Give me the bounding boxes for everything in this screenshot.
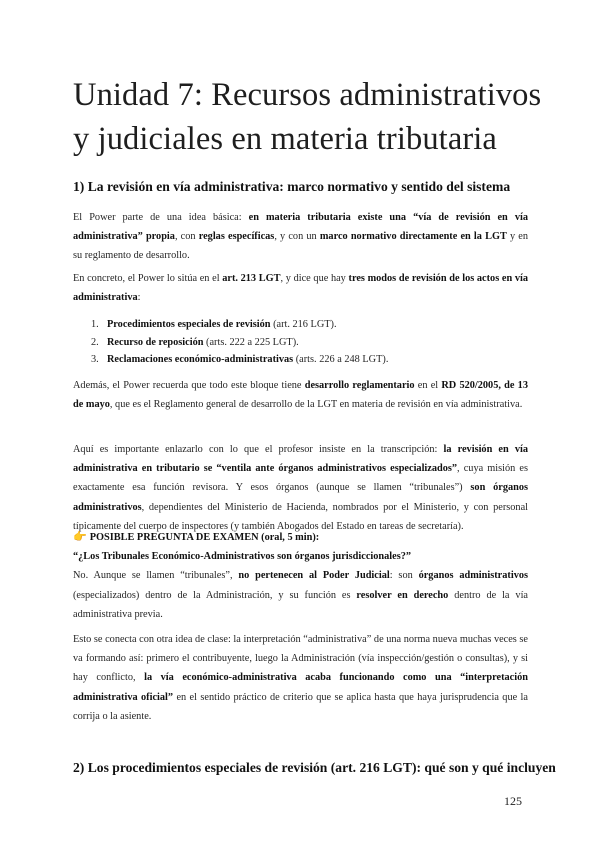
list-number: 2. xyxy=(91,336,99,348)
bold-text: Procedimientos especiales de revisión xyxy=(107,319,271,330)
bold-text: la vía económico-administrativa acaba funcionando como una “interpretación administrativa oficial” xyxy=(73,672,528,703)
text: , y con un xyxy=(274,231,320,243)
bold-text: tres modos de revisión de los actos en vía administrativa xyxy=(73,273,529,304)
list-item xyxy=(73,351,528,369)
bold-text: reglas específicas xyxy=(198,231,275,243)
pointing-hand-icon: 👉 xyxy=(73,531,87,543)
text: , que es el Reglamento general de desarrollo de la LGT en materia de revisión en vía administrativa. xyxy=(109,399,523,411)
text: Además, el Power recuerda que todo este bloque tiene xyxy=(73,380,305,391)
text: , con xyxy=(174,231,199,243)
text: en el sentido práctico de criterio que se aplica hasta que haya jurisprudencia que la corrija o la asiente. xyxy=(73,691,528,722)
text: Esto se conecta con otra idea de clase: la interpretación “administrativa” de una norma nueva muchas veces se va formando así: primero el contribuyente, luego la Administración (vía inspección/gestión o consultas), y si hay conflicto, xyxy=(73,634,528,684)
exam-question-block xyxy=(73,528,528,624)
list-item xyxy=(73,334,528,352)
paragraph-4 xyxy=(73,440,528,536)
paragraph-1 xyxy=(73,208,528,266)
text: (arts. 226 a 248 LGT). xyxy=(293,354,389,365)
bold-text: en materia tributaria existe una “vía de revisión en vía administrativa” propia xyxy=(73,212,528,243)
bold-text: resolver en derecho xyxy=(356,589,449,601)
text: y en su reglamento de desarrollo. xyxy=(73,231,529,262)
bold-text: la revisión en vía administrativa en tributario se “ventila ante órganos administrativos especializados” xyxy=(73,444,528,475)
paragraph-3 xyxy=(73,376,528,414)
exam-question: “¿Los Tribunales Económico-Administrativos son órganos jurisdiccionales?” xyxy=(73,551,412,563)
text: Aquí es importante enlazarlo con lo que el profesor insiste en la transcripción: xyxy=(73,444,444,455)
page-number: 125 xyxy=(504,794,522,808)
text: , dependientes del Ministerio de Hacienda, nombrados por el Ministerio, y con personal típicamente del cuerpo de inspectores (y también Abogados del Estado en tareas de secretaría). xyxy=(73,501,528,532)
text: El Power parte de una idea básica: xyxy=(73,212,249,223)
list-item xyxy=(73,316,528,334)
text: (art. 216 LGT). xyxy=(270,319,337,330)
bold-text: Reclamaciones económico-administrativas xyxy=(107,354,294,365)
bold-text: son órganos administrativos xyxy=(73,482,529,513)
revision-modes-list xyxy=(73,316,528,369)
paragraph-5 xyxy=(73,630,528,726)
text: , y dice que hay xyxy=(280,273,349,284)
text: En concreto, el Power lo sitúa en el xyxy=(73,273,223,284)
text: en el xyxy=(414,380,442,391)
bold-text: marco normativo directamente en la LGT xyxy=(319,231,507,243)
paragraph-2 xyxy=(73,269,528,307)
bold-text: RD 520/2005, de 13 de mayo xyxy=(73,380,528,411)
list-number: 3. xyxy=(91,354,99,365)
exam-label: POSIBLE PREGUNTA DE EXAMEN (oral, 5 min): xyxy=(89,532,320,543)
text: , cuya misión es exactamente esa función revisora. Y esos órganos (aunque se llamen “tribunales”) xyxy=(73,463,528,494)
text: : xyxy=(137,292,141,304)
text: dentro de la vía administrativa previa. xyxy=(73,589,528,620)
bold-text: órganos administrativos xyxy=(418,570,528,582)
bold-text: Recurso de reposición xyxy=(107,336,204,348)
text: (arts. 222 a 225 LGT). xyxy=(203,336,299,348)
section-heading-1: 1) La revisión en vía administrativa: marco normativo y sentido del sistema xyxy=(73,179,511,194)
bold-text: desarrollo reglamentario xyxy=(304,380,415,391)
text: (especializados) dentro de la Administración, y su función es xyxy=(73,589,357,601)
page-title: Unidad 7: Recursos administrativos y judiciales en materia tributaria xyxy=(73,77,542,157)
text: No. Aunque se llamen “tribunales”, xyxy=(73,570,239,582)
text: : son xyxy=(389,570,419,582)
section-heading-2: 2) Los procedimientos especiales de revisión (art. 216 LGT): qué son y qué incluyen xyxy=(73,760,556,775)
list-number: 1. xyxy=(91,319,99,330)
bold-text: no pertenecen al Poder Judicial xyxy=(238,570,390,582)
bold-text: art. 213 LGT xyxy=(222,273,281,284)
